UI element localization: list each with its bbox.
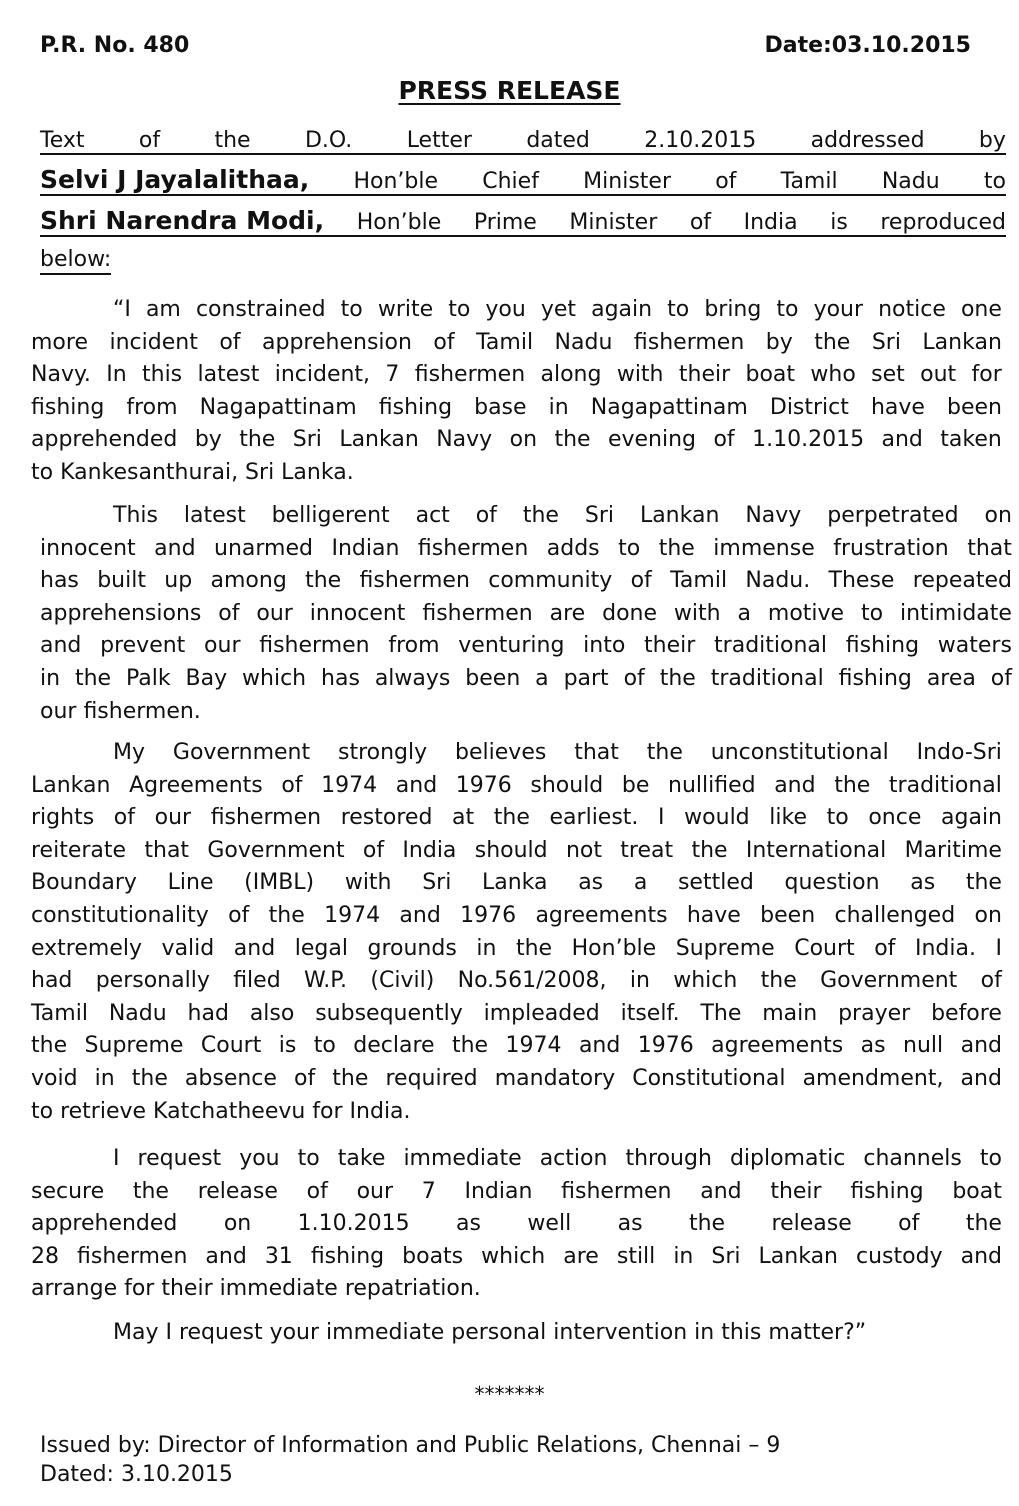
intro-line-2 bbox=[40, 165, 1006, 196]
paragraph-line: This latest belligerent act of the Sri Lankan Navy perpetrated on bbox=[113, 503, 1012, 528]
word: Letter bbox=[406, 128, 472, 153]
paragraph-line: and prevent our fishermen from venturing into their traditional fishing waters bbox=[40, 633, 1012, 659]
word: of bbox=[715, 169, 737, 194]
release-date: Date:03.10.2015 bbox=[764, 33, 971, 58]
word: Text bbox=[40, 128, 85, 153]
word: Hon’ble bbox=[356, 210, 442, 235]
paragraph-line: Navy. In this latest incident, 7 fishermen along with their boat who set out for bbox=[31, 362, 1002, 388]
word: is bbox=[830, 210, 848, 235]
paragraph-line: My Government strongly believes that the unconstitutional Indo-Sri bbox=[113, 740, 1002, 765]
paragraph-line: reiterate that Government of India should not treat the International Maritime bbox=[31, 837, 1002, 863]
paragraph-line: our fishermen. bbox=[40, 698, 201, 724]
paragraph-line: Lankan Agreements of 1974 and 1976 should be nullified and the traditional bbox=[31, 772, 1002, 798]
word: reproduced bbox=[880, 210, 1006, 235]
paragraph-line: has built up among the fishermen community of Tamil Nadu. These repeated bbox=[40, 568, 1012, 594]
paragraph-line: May I request your immediate personal intervention in this matter?” bbox=[113, 1320, 867, 1345]
paragraph-line: more incident of apprehension of Tamil Nadu fishermen by the Sri Lankan bbox=[31, 329, 1002, 355]
paragraph-line: to retrieve Katchatheevu for India. bbox=[31, 1098, 411, 1124]
page-title bbox=[0, 76, 1019, 105]
paragraph-line: innocent and unarmed Indian fishermen adds to the immense frustration that bbox=[40, 535, 1012, 561]
word: Minister bbox=[583, 169, 671, 194]
paragraph-line: void in the absence of the required mandatory Constitutional amendment, and bbox=[31, 1066, 1002, 1091]
paragraph-line: had personally filed W.P. (Civil) No.561/2008, in which the Government of bbox=[31, 968, 1002, 994]
paragraph-line: constitutionality of the 1974 and 1976 agreements have been challenged on bbox=[31, 903, 1002, 928]
paragraph-line: I request you to take immediate action through diplomatic channels to bbox=[113, 1146, 1002, 1171]
word: of bbox=[138, 128, 161, 153]
word: Minister bbox=[569, 210, 658, 235]
paragraph-line: Boundary Line (IMBL) with Sri Lanka as a settled question as the bbox=[31, 870, 1002, 896]
word: Nadu bbox=[881, 169, 940, 194]
paragraph-line: arrange for their immediate repatriation. bbox=[31, 1276, 481, 1302]
word: India bbox=[743, 210, 798, 235]
word: to bbox=[983, 169, 1006, 194]
word: Chief bbox=[482, 169, 539, 194]
paragraph-line: to Kankesanthurai, Sri Lanka. bbox=[31, 460, 354, 485]
word: addressed bbox=[810, 128, 925, 153]
issued-by: Issued by: Director of Information and Public Relations, Chennai – 9 bbox=[40, 1433, 781, 1458]
intro-line-1 bbox=[40, 128, 1006, 155]
word: dated bbox=[526, 128, 590, 153]
paragraph-line: apprehensions of our innocent fishermen are done with a motive to intimidate bbox=[40, 600, 1012, 626]
paragraph-line: the Supreme Court is to declare the 1974 and 1976 agreements as null and bbox=[31, 1033, 1002, 1059]
pr-number: P.R. No. 480 bbox=[40, 33, 190, 58]
word: Prime bbox=[473, 210, 537, 235]
intro-line-4: below: bbox=[40, 247, 111, 275]
intro-line-3 bbox=[40, 206, 1006, 237]
word: Tamil bbox=[780, 169, 838, 194]
word: 2.10.2015 bbox=[644, 128, 757, 153]
paragraph-line: 28 fishermen and 31 fishing boats which are still in Sri Lankan custody and bbox=[31, 1243, 1002, 1269]
word: by bbox=[978, 128, 1006, 153]
paragraph-line: secure the release of our 7 Indian fishermen and their fishing boat bbox=[31, 1178, 1002, 1204]
word: Hon’ble bbox=[353, 169, 439, 194]
paragraph-line: Tamil Nadu had also subsequently impleaded itself. The main prayer before bbox=[31, 1000, 1002, 1026]
page-title-text: PRESS RELEASE bbox=[398, 76, 621, 105]
paragraph-line: apprehended by the Sri Lankan Navy on the evening of 1.10.2015 and taken bbox=[31, 427, 1002, 453]
footer-date: Dated: 3.10.2015 bbox=[40, 1462, 233, 1487]
recipient-name: Shri Narendra Modi, bbox=[40, 206, 325, 235]
paragraph-line: apprehended on 1.10.2015 as well as the release of the bbox=[31, 1211, 1002, 1237]
paragraph-line: fishing from Nagapattinam fishing base in Nagapattinam District have been bbox=[31, 394, 1002, 420]
separator: ******* bbox=[474, 1382, 545, 1406]
paragraph-line: in the Palk Bay which has always been a part of the traditional fishing area of bbox=[40, 666, 1012, 691]
paragraph-line: extremely valid and legal grounds in the Hon’ble Supreme Court of India. I bbox=[31, 935, 1002, 961]
paragraph-line: “I am constrained to write to you yet again to bring to your notice one bbox=[113, 297, 1002, 322]
word: the bbox=[214, 128, 251, 153]
word: D.O. bbox=[304, 128, 353, 153]
sender-name: Selvi J Jayalalithaa, bbox=[40, 165, 310, 194]
paragraph-line: rights of our fishermen restored at the earliest. I would like to once again bbox=[31, 805, 1002, 831]
word: of bbox=[689, 210, 712, 235]
